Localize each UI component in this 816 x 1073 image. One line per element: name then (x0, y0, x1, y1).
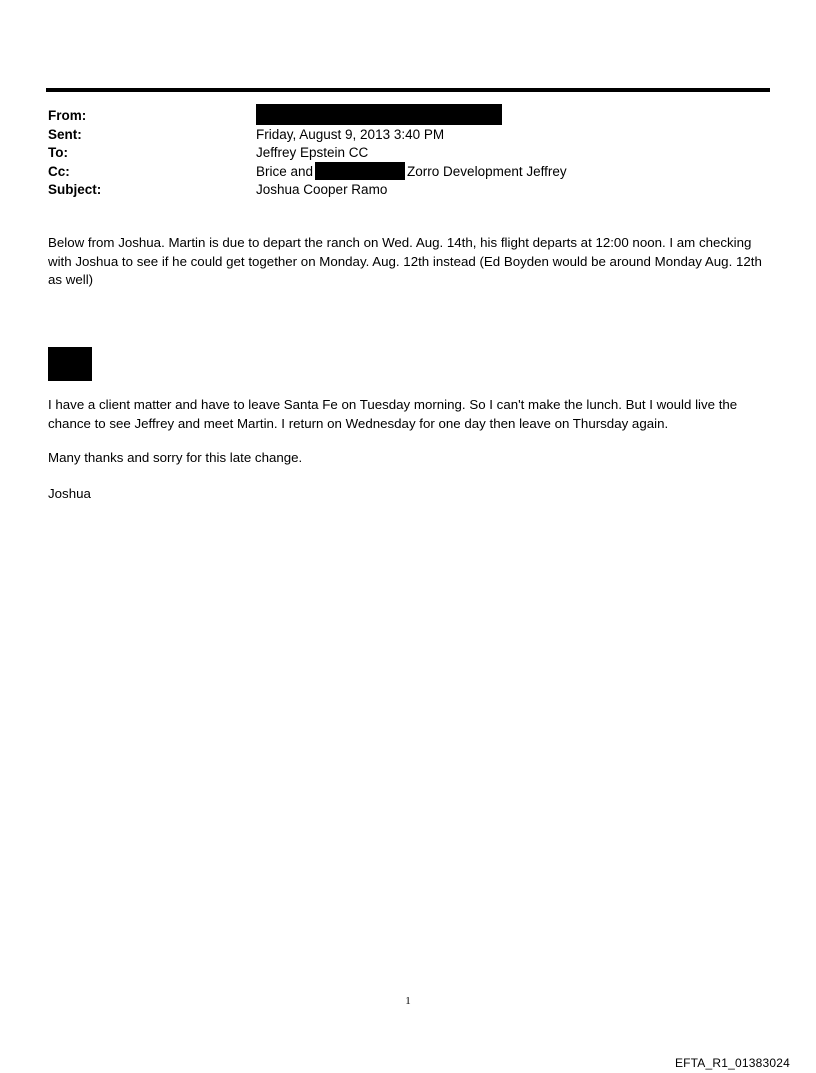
header-divider (46, 88, 770, 92)
to-label: To: (48, 145, 68, 160)
sent-row (48, 126, 768, 145)
thanks-paragraph: Many thanks and sorry for this late change. (48, 450, 303, 465)
cc-value (256, 163, 567, 182)
page-number: 1 (405, 995, 411, 1007)
subject-value: Joshua Cooper Ramo (256, 182, 388, 197)
to-row (48, 144, 768, 163)
redaction-box (315, 162, 405, 180)
to-value: Jeffrey Epstein CC (256, 145, 369, 160)
intro-paragraph: Below from Joshua. Martin is due to depart the ranch on Wed. Aug. 14th, his flight departs at 12:00 noon. I am checking with Joshua to see if he could get together on Monday. Aug. 12th instead (Ed Boyden would be around Monday Aug. 12th as well) (48, 235, 762, 287)
sent-label: Sent: (48, 126, 82, 142)
subject-row (48, 181, 768, 200)
cc-value-after: Zorro Development Jeffrey (407, 163, 567, 179)
cc-label: Cc: (48, 163, 70, 179)
sent-value: Friday, August 9, 2013 3:40 PM (256, 126, 445, 142)
signoff: Joshua (48, 486, 91, 501)
cc-row (48, 163, 768, 182)
subject-label: Subject: (48, 182, 102, 197)
email-header (48, 107, 768, 200)
from-row (48, 107, 768, 126)
redaction-box (256, 104, 502, 125)
cc-value-before: Brice and (256, 163, 314, 179)
from-label: From: (48, 108, 87, 123)
quoted-paragraph: I have a client matter and have to leave Santa Fe on Tuesday morning. So I can't make the lunch. But I would live the chance to see Jeffrey and meet Martin. I return on Wednesday for one day then leave on Thursday again. (48, 397, 738, 431)
document-id: EFTA_R1_01383024 (674, 1056, 790, 1070)
redaction-box (48, 347, 92, 381)
